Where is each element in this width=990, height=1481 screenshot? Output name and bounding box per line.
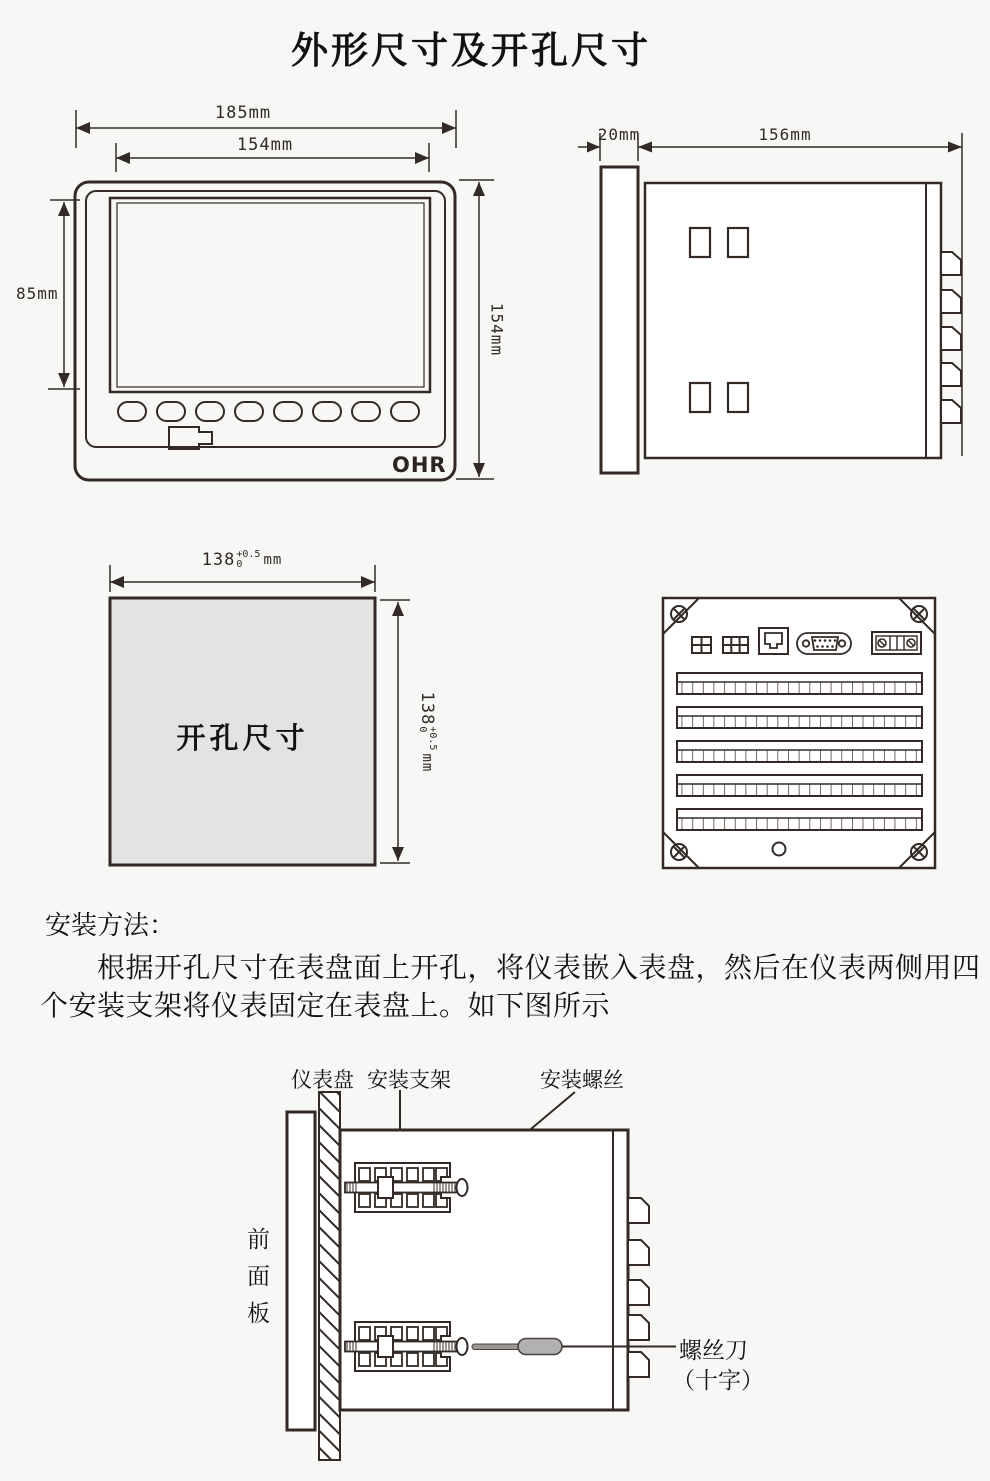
install-diagram-drawing (287, 1090, 676, 1460)
front-buttons (118, 402, 419, 421)
front-dim-outer-width-label: 185mm (214, 103, 272, 123)
mounting-bracket-label: 安装支架 (367, 1068, 451, 1092)
screwdriver-label-line2: （十字） (672, 1368, 764, 1394)
cutout-height-tol-plus: +0.5 (427, 726, 438, 751)
body-terminal-blocks (628, 1198, 649, 1377)
mounting-bracket-bottom (345, 1322, 468, 1371)
brand-logo: OHR (392, 453, 447, 477)
side-front-bezel (601, 167, 638, 473)
side-view-drawing (578, 133, 962, 473)
cutout-dim-height-label (417, 657, 437, 807)
front-screen-inner (117, 203, 424, 387)
side-dim-body-depth-label: 156mm (758, 125, 812, 144)
cutout-height-unit: mm (419, 753, 435, 773)
install-body-line1: 根据开孔尺寸在表盘面上开孔，将仪表嵌入表盘，然后在仪表两侧用四 (97, 951, 981, 984)
install-body-line2: 个安装支架将仪表固定在表盘上。如下图所示 (40, 989, 611, 1022)
cutout-dim-width-label (167, 550, 317, 570)
front-dim-outer-height-label: 154mm (487, 302, 507, 357)
page-title: 外形尺寸及开孔尺寸 (291, 29, 651, 72)
side-terminal-blocks (941, 252, 961, 423)
front-view-drawing (48, 110, 494, 480)
side-body (645, 183, 941, 458)
screwdriver-label-line1: 螺丝刀 (679, 1338, 748, 1364)
front-panel-plate (287, 1112, 315, 1430)
cutout-square-label: 开孔尺寸 (176, 721, 309, 755)
cutout-width-value: 138 (201, 550, 236, 570)
front-usb-port (169, 427, 212, 449)
side-dim-bezel-depth-label: 20mm (597, 125, 641, 144)
install-heading: 安装方法： (45, 911, 176, 941)
cutout-width-tol-minus: 0 (236, 559, 243, 570)
front-dim-screen-height-label: 85mm (16, 284, 59, 303)
front-dim-screen-width-label: 154mm (236, 135, 294, 155)
rear-view-drawing (663, 598, 935, 868)
cutout-drawing (110, 565, 410, 865)
cutout-dim-height (380, 600, 410, 863)
instrument-panel-label: 仪表盘 (291, 1068, 354, 1092)
cutout-height-value: 138 (417, 691, 437, 726)
mounting-screw-label: 安装螺丝 (540, 1068, 624, 1092)
instrument-panel-strip (319, 1092, 340, 1460)
front-outer-case (75, 182, 455, 480)
cutout-height-tol-minus: 0 (417, 726, 428, 733)
cutout-width-unit: mm (263, 552, 283, 568)
front-screen (110, 198, 430, 392)
front-panel-label: 前面板 (247, 1227, 270, 1327)
cutout-width-tol-plus: +0.5 (236, 549, 261, 560)
mounting-bracket-top (345, 1163, 468, 1212)
